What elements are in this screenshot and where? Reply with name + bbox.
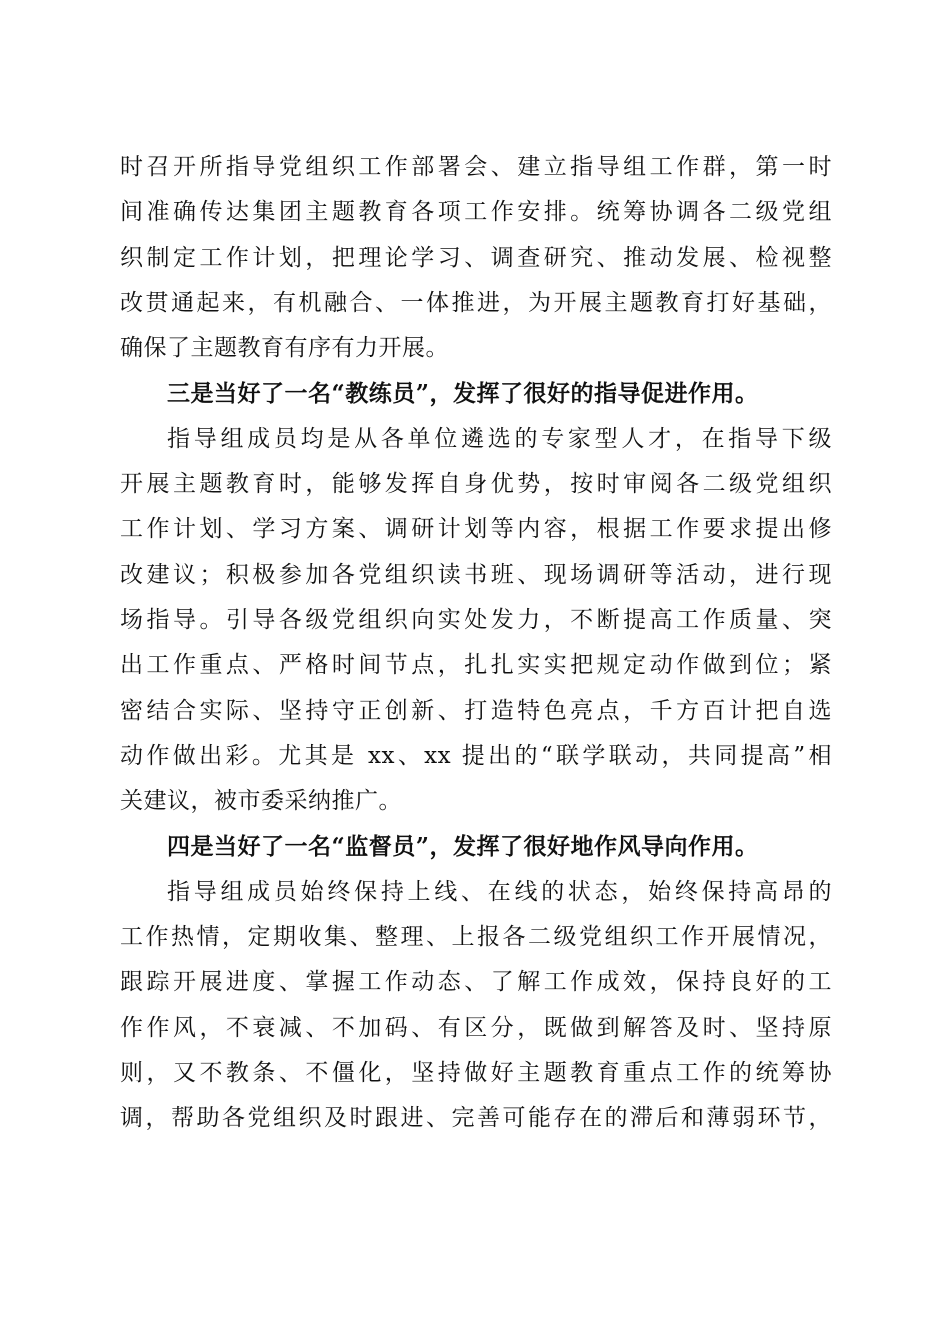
text-line: 确保了主题教育有序有力开展。 xyxy=(120,335,449,362)
body-text xyxy=(120,145,832,1142)
text-line: 间准确传达集团主题教育各项工作安排。统筹协调各二级党组 xyxy=(120,199,832,226)
section-heading-coach: 三是当好了一名“教练员”，发挥了很好的指导促进作用。 xyxy=(167,380,759,408)
text-line: 开展主题教育时，能够发挥自身优势，按时审阅各二级党组织 xyxy=(120,471,832,498)
text-line: 关建议，被市委采纳推广。 xyxy=(120,788,402,815)
text-line: 跟踪开展进度、掌握工作动态、了解工作成效，保持良好的工 xyxy=(120,969,832,996)
text-line: 动作做出彩。尤其是 xx、xx 提出的“联学联动，共同提高”相 xyxy=(120,742,832,769)
text-line: 改贯通起来，有机融合、一体推进，为开展主题教育打好基础， xyxy=(120,289,832,316)
text-line: 指导组成员均是从各单位遴选的专家型人才，在指导下级 xyxy=(167,425,832,452)
text-line: 时召开所指导党组织工作部署会、建立指导组工作群，第一时 xyxy=(120,154,832,180)
text-line: 出工作重点、严格时间节点，扎扎实实把规定动作做到位；紧 xyxy=(120,652,832,679)
text-line: 织制定工作计划，把理论学习、调查研究、推动发展、检视整 xyxy=(120,244,832,271)
text-line: 场指导。引导各级党组织向实处发力，不断提高工作质量、突 xyxy=(120,606,832,633)
text-line: 则，又不教条、不僵化，坚持做好主题教育重点工作的统筹协 xyxy=(120,1059,832,1086)
section-heading-supervisor: 四是当好了一名“监督员”，发挥了很好地作风导向作用。 xyxy=(167,833,759,861)
text-line: 作作风，不衰减、不加码、有区分，既做到解答及时、坚持原 xyxy=(120,1014,832,1041)
text-line: 工作计划、学习方案、调研计划等内容，根据工作要求提出修 xyxy=(120,516,832,543)
text-line: 密结合实际、坚持守正创新、打造特色亮点，千方百计把自选 xyxy=(120,697,832,724)
text-line: 工作热情，定期收集、整理、上报各二级党组织工作开展情况， xyxy=(120,924,832,951)
text-line: 调，帮助各党组织及时跟进、完善可能存在的滞后和薄弱环节， xyxy=(120,1105,832,1132)
text-line: 改建议；积极参加各党组织读书班、现场调研等活动，进行现 xyxy=(120,561,832,588)
text-line: 指导组成员始终保持上线、在线的状态，始终保持高昂的 xyxy=(167,878,832,905)
